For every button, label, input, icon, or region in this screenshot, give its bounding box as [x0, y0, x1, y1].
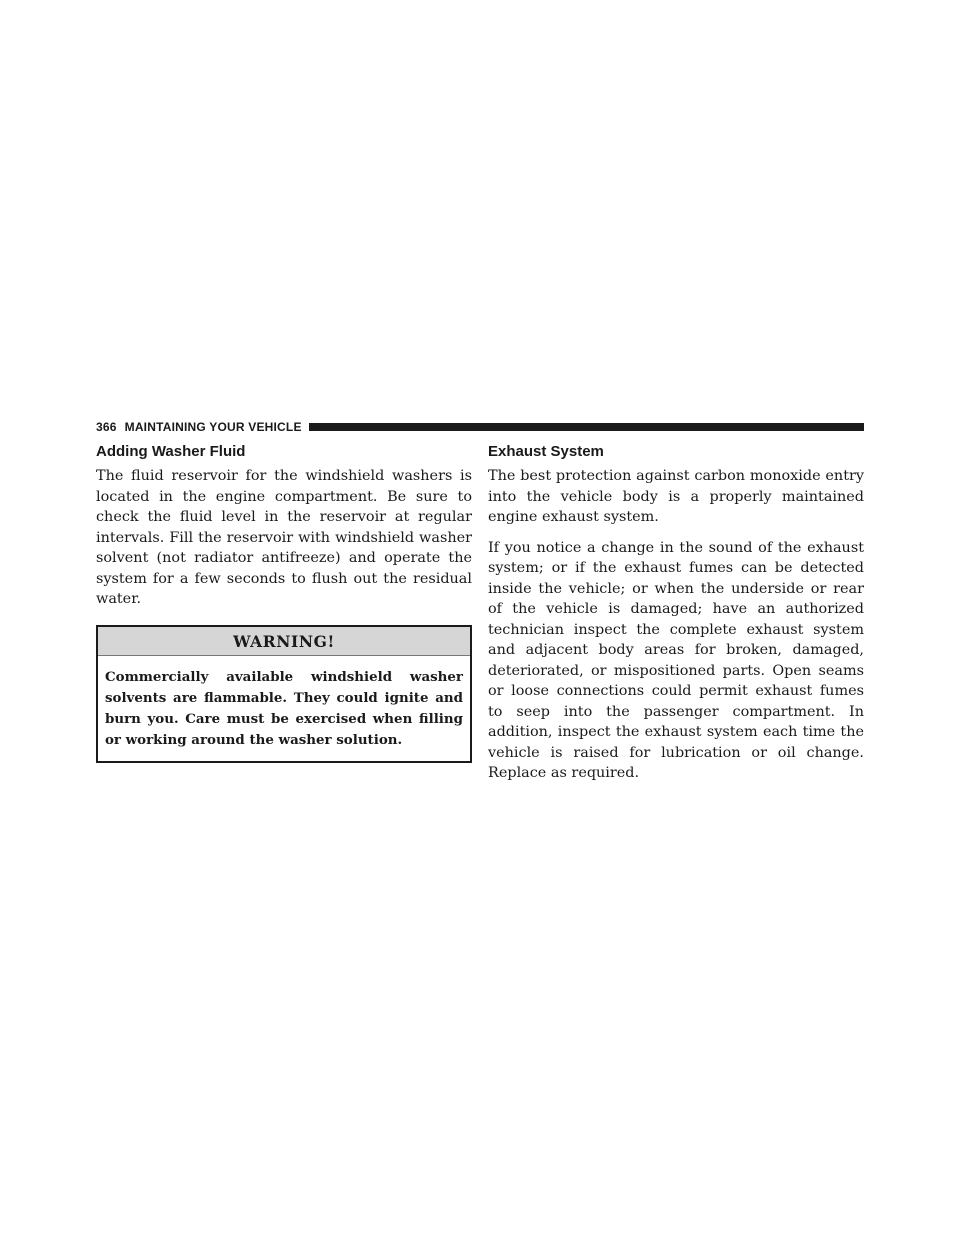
right-column [488, 440, 864, 794]
header-rule [309, 423, 864, 431]
washer-fluid-paragraph: The fluid reservoir for the windshield washers is located in the engine compartment. Be sure to check the fluid level in the reservoir at regular intervals. Fill the reservoir with windshield washer solvent (not radiator antifreeze) and operate the system for a few seconds to flush out the residual water. [96, 468, 472, 607]
warning-text: Commercially available windshield washer solvents are flammable. They could ignite and burn you. Care must be exercised when filling or working around the washer solution. [105, 668, 463, 748]
exhaust-paragraph-2: If you notice a change in the sound of the exhaust system; or if the exhaust fumes can be detected inside the vehicle; or when the underside or rear of the vehicle is damaged; have an authorized technician inspect the complete exhaust system and adjacent body areas for broken, damaged, deteriorated, or mispositioned parts. Open seams or loose connections could permit exhaust fumes to seep into the passenger compartment. In addition, inspect the exhaust system each time the vehicle is raised for lubrication or oil change. Replace as required. [488, 539, 864, 781]
page-header [96, 420, 864, 434]
exhaust-paragraph-1: The best protection against carbon monoxide entry into the vehicle body is a properly maintained engine exhaust system. [488, 468, 864, 525]
warning-box [96, 625, 472, 763]
warning-title: WARNING! [98, 627, 470, 656]
left-column [96, 440, 472, 763]
section-title: MAINTAINING YOUR VEHICLE [124, 420, 302, 434]
exhaust-system-heading: Exhaust System [488, 443, 604, 460]
page-number: 366 [96, 420, 117, 434]
washer-fluid-heading: Adding Washer Fluid [96, 443, 246, 460]
